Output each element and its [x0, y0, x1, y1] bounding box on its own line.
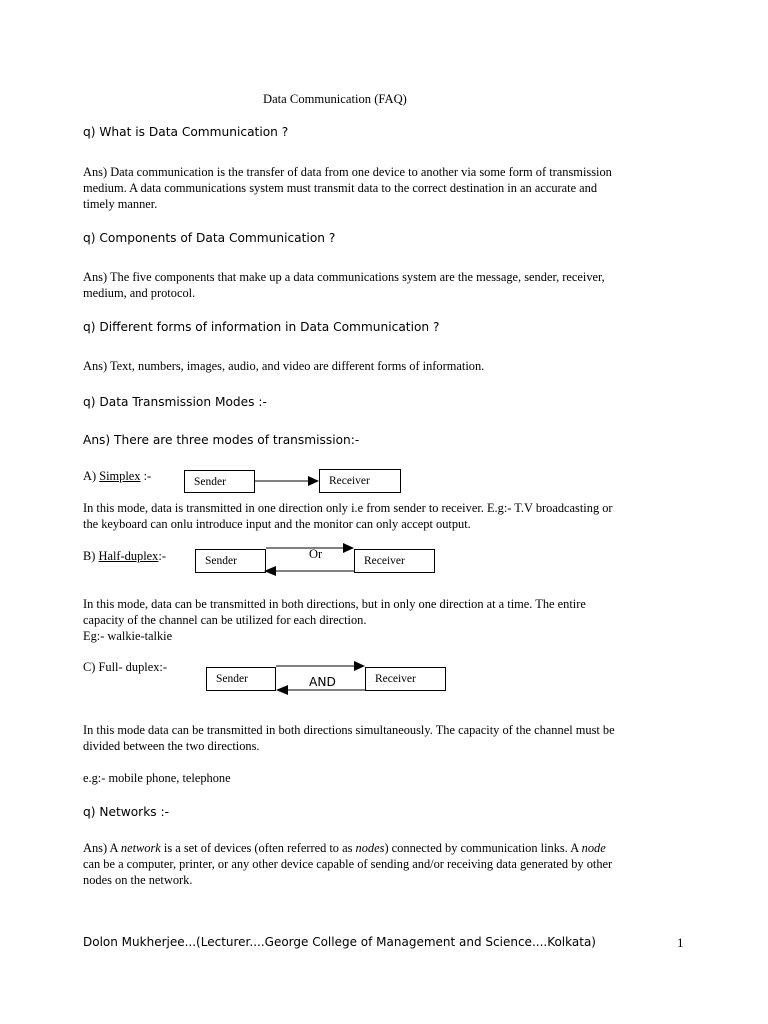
full-duplex-desc-line: divided between the two directions.: [83, 739, 260, 753]
term-node: node: [581, 841, 606, 855]
answer-transmission-modes: Ans) There are three modes of transmission:-: [83, 433, 360, 447]
question-forms-of-information: q) Different forms of information in Data Communication ?: [83, 320, 440, 334]
answer-text: is a set of devices (often referred to as: [160, 841, 356, 855]
simplex-desc-line: In this mode, data is transmitted in one direction only i.e from sender to receiver. E.g:- T.V broadcasting or: [83, 501, 613, 515]
half-duplex-suffix: :-: [158, 549, 166, 563]
full-duplex-desc-line: In this mode data can be transmitted in both directions simultaneously. The capacity of the channel must be: [83, 723, 615, 737]
full-duplex-receiver-box: Receiver: [365, 667, 446, 691]
half-duplex-connector: Or: [309, 547, 323, 561]
answer-line: Ans) Data communication is the transfer of data from one device to another via some form of transmission: [83, 165, 612, 179]
answer-text: Ans) A: [83, 841, 121, 855]
simplex-prefix: A): [83, 469, 100, 483]
page-title: Data Communication (FAQ): [263, 92, 407, 106]
term-nodes: nodes: [355, 841, 385, 855]
full-duplex-connector: AND: [309, 675, 336, 689]
answer-line: timely manner.: [83, 197, 158, 211]
question-networks: q) Networks :-: [83, 805, 169, 819]
answer-line: nodes on the network.: [83, 873, 193, 887]
footer-author: Dolon Mukherjee...(Lecturer....George College of Management and Science....Kolkata): [83, 935, 596, 949]
question-transmission-modes: q) Data Transmission Modes :-: [83, 395, 267, 409]
half-duplex-prefix: B): [83, 549, 99, 563]
simplex-receiver-box: Receiver: [319, 469, 401, 493]
answer-text: ) connected by communication links. A: [384, 841, 582, 855]
half-duplex-desc-line: capacity of the channel can be utilized for each direction.: [83, 613, 367, 627]
page-number: 1: [677, 935, 684, 950]
half-duplex-receiver-box: Receiver: [354, 549, 435, 573]
half-duplex-desc-line: Eg:- walkie-talkie: [83, 629, 173, 643]
half-duplex-sender-box: Sender: [195, 549, 266, 573]
answer-line: [83, 840, 683, 856]
half-duplex-desc-line: In this mode, data can be transmitted in both directions, but in only one direction at a time. The entire: [83, 597, 586, 611]
answer-line: medium. A data communications system must transmit data to the correct destination in an accurate and: [83, 181, 598, 195]
full-duplex-heading: C) Full- duplex:-: [83, 660, 167, 674]
simplex-sender-box: Sender: [184, 470, 255, 493]
answer-line: Ans) The five components that make up a data communications system are the message, sender, receiver,: [83, 270, 605, 284]
answer-line: can be a computer, printer, or any other device capable of sending and/or receiving data generated by other: [83, 857, 613, 871]
term-network: network: [120, 841, 161, 855]
answer-networks: [83, 840, 683, 888]
full-duplex-description: [83, 722, 683, 754]
full-duplex-sender-box: Sender: [206, 667, 276, 691]
full-duplex-example: e.g:- mobile phone, telephone: [83, 771, 231, 785]
simplex-desc-line: the keyboard can onlu introduce input and the monitor can only accept output.: [83, 517, 471, 531]
answer-line: medium, and protocol.: [83, 286, 196, 300]
simplex-name: Simplex: [99, 469, 141, 483]
question-what-is-data-communication: q) What is Data Communication ?: [83, 125, 289, 139]
half-duplex-name: Half-duplex: [98, 549, 159, 563]
question-components: q) Components of Data Communication ?: [83, 231, 336, 245]
simplex-suffix: :-: [140, 469, 152, 483]
answer-forms-of-information: Ans) Text, numbers, images, audio, and video are different forms of information.: [83, 359, 485, 373]
